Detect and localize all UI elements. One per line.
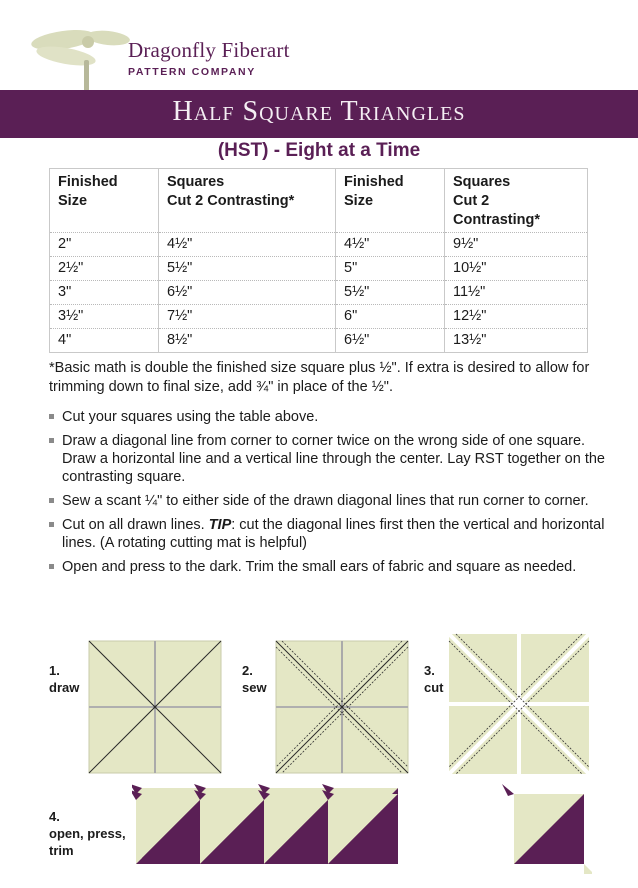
brand-name: Dragonfly Fiberart	[128, 38, 290, 62]
bullet-icon	[49, 564, 54, 569]
table-cell: 6½"	[336, 329, 445, 353]
page-subtitle: (HST) - Eight at a Time	[217, 140, 421, 161]
table-cell: 5½"	[336, 281, 445, 305]
table-header: Finished Size	[50, 169, 159, 233]
table-row	[50, 257, 588, 281]
table-cell: 4"	[50, 329, 159, 353]
figure-2-label: 2. sew	[242, 663, 267, 695]
draw-diagram	[88, 640, 222, 774]
table-cell: 8½"	[159, 329, 336, 353]
brand-subtitle: PATTERN COMPANY	[128, 66, 256, 78]
table-header: Finished Size	[336, 169, 445, 233]
table-cell: 3"	[50, 281, 159, 305]
math-note: *Basic math is double the finished size square plus ½". If extra is desired to allow for trimming down to final size, add ¾" in place of the ½".	[49, 360, 590, 395]
table-cell: 9½"	[445, 233, 588, 257]
brand	[128, 38, 290, 78]
list-item: Sew a scant ¼" to either side of the drawn diagonal lines that run corner to corner.	[49, 492, 609, 510]
table-header-row	[50, 169, 588, 233]
list-item: Open and press to the dark. Trim the small ears of fabric and square as needed.	[49, 558, 609, 576]
table-row	[50, 329, 588, 353]
figure-1-label: 1. draw	[49, 663, 80, 695]
bullet-icon	[49, 498, 54, 503]
bullet-icon	[49, 522, 54, 527]
list-item: Cut on all drawn lines. TIP: cut the diagonal lines first then the vertical and horizontal lines. (A rotating cutting mat is helpful)	[49, 516, 609, 552]
table-cell: 6"	[336, 305, 445, 329]
table-cell: 3½"	[50, 305, 159, 329]
table-cell: 12½"	[445, 305, 588, 329]
table-cell: 10½"	[445, 257, 588, 281]
figure-4-label: 4. open, press, trim	[49, 809, 126, 858]
bullet-icon	[49, 438, 54, 443]
cut-diagram	[448, 633, 590, 775]
table-row	[50, 233, 588, 257]
dragonfly-icon	[28, 18, 138, 98]
pressed-hst-piece	[258, 790, 334, 864]
pressed-hst-piece	[322, 790, 398, 864]
table-row	[50, 305, 588, 329]
bullet-icon	[49, 414, 54, 419]
table-cell: 13½"	[445, 329, 588, 353]
table-header: Squares Cut 2 Contrasting*	[159, 169, 336, 233]
sew-diagram	[275, 640, 409, 774]
page-title: Half Square Triangles	[172, 96, 466, 127]
list-item: Cut your squares using the table above.	[49, 408, 609, 426]
table-cell: 7½"	[159, 305, 336, 329]
table-cell: 5½"	[159, 257, 336, 281]
pressed-hst-diagram	[132, 784, 592, 880]
table-cell: 4½"	[159, 233, 336, 257]
pressed-hst-piece	[194, 790, 270, 864]
title-banner	[0, 90, 638, 138]
instruction-list	[49, 408, 609, 582]
table-cell: 2½"	[50, 257, 159, 281]
table-cell: 2"	[50, 233, 159, 257]
figure-3-label: 3. cut	[424, 663, 444, 695]
size-table	[49, 168, 588, 353]
pressed-hst-piece	[132, 790, 206, 864]
table-row	[50, 281, 588, 305]
tip-label: TIP	[208, 517, 232, 533]
table-cell: 5"	[336, 257, 445, 281]
table-cell: 11½"	[445, 281, 588, 305]
table-cell: 6½"	[159, 281, 336, 305]
table-cell: 4½"	[336, 233, 445, 257]
list-item: Draw a diagonal line from corner to corner twice on the wrong side of one square. Draw a horizontal line and a vertical line through the center. Lay RST together on the contrasting square.	[49, 432, 609, 486]
table-header: Squares Cut 2 Contrasting*	[445, 169, 588, 233]
